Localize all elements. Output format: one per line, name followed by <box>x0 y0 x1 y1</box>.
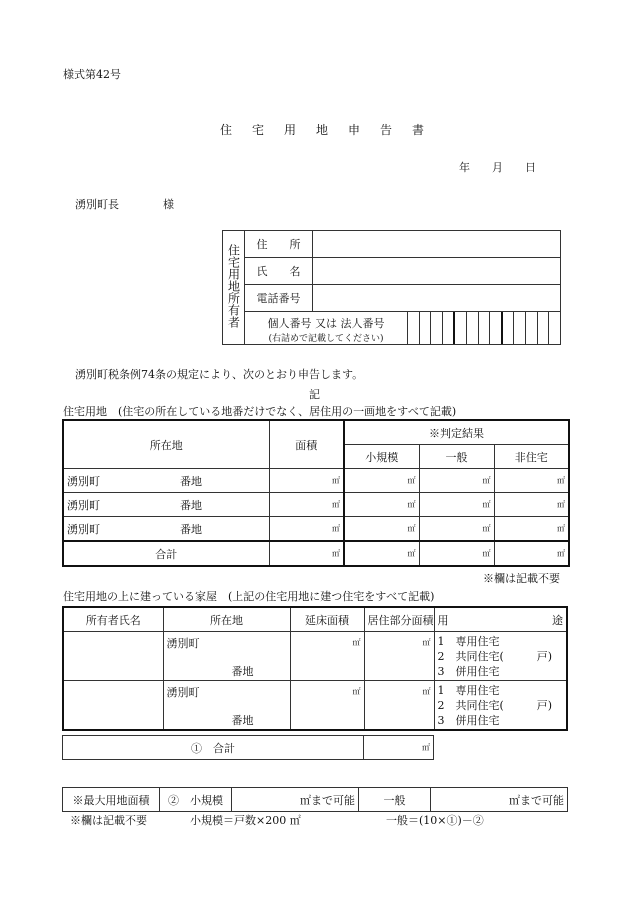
house-row <box>63 681 567 731</box>
land-row <box>63 469 569 493</box>
land-nonres-cell: ㎡ <box>494 517 569 542</box>
house-col-floor: 延床面積 <box>290 607 364 632</box>
owner-table <box>222 230 561 345</box>
land-area-cell[interactable]: ㎡ <box>269 517 344 542</box>
land-note: ※欄は記載不要 <box>483 572 560 585</box>
land-general-cell: ㎡ <box>419 493 494 517</box>
land-row <box>63 517 569 542</box>
house-floor-cell[interactable]: ㎡ <box>290 632 364 681</box>
house-col-resid: 居住部分面積 <box>364 607 434 632</box>
id-number-label: 個人番号 又は 法人番号 <box>267 317 385 330</box>
house-total-label: ① 合計 <box>63 736 364 760</box>
land-small-cell: ㎡ <box>344 517 419 542</box>
house-row <box>63 632 567 681</box>
addressee: 湧別町長 様 <box>75 198 174 211</box>
land-total-nonres: ㎡ <box>494 541 569 566</box>
max-area-general-label: 一般 <box>359 788 431 812</box>
owner-vertical-cell <box>223 231 245 345</box>
max-area-note: ※欄は記載不要 <box>70 814 147 827</box>
land-area-cell[interactable]: ㎡ <box>269 493 344 517</box>
land-location-cell[interactable]: 湧別町 番地 <box>63 493 269 517</box>
house-use-cell[interactable]: 1 専用住宅 2 共同住宅( 戸) 3 併用住宅 <box>434 632 567 681</box>
land-general-cell: ㎡ <box>419 517 494 542</box>
house-total-table <box>62 735 434 760</box>
id-number-boxes[interactable] <box>408 312 560 344</box>
formula-general: 一般＝(10×①)－② <box>386 814 484 827</box>
land-total-small: ㎡ <box>344 541 419 566</box>
address-field[interactable] <box>313 231 561 258</box>
intro-text: 湧別町税条例74条の規定により、次のとおり申告します。 <box>75 368 364 381</box>
house-location-cell[interactable]: 湧別町 番地 <box>163 632 290 681</box>
land-col-general: 一般 <box>419 445 494 469</box>
date-line: 年 月 日 <box>459 161 536 174</box>
form-number: 様式第42号 <box>63 68 121 81</box>
id-number-note: (右詰めで記載してください) <box>268 334 384 344</box>
house-resid-cell[interactable]: ㎡ <box>364 681 434 731</box>
phone-label: 電話番号 <box>245 285 313 312</box>
land-total-general: ㎡ <box>419 541 494 566</box>
house-location-cell[interactable]: 湧別町 番地 <box>163 681 290 731</box>
name-label: 氏 名 <box>245 258 313 285</box>
max-area-small-label: ② 小規模 <box>160 788 232 812</box>
owner-vertical-label: 住宅用地所有者 <box>226 244 241 328</box>
house-use-cell[interactable]: 1 専用住宅 2 共同住宅( 戸) 3 併用住宅 <box>434 681 567 731</box>
ki-label: 記 <box>309 388 320 401</box>
house-floor-cell[interactable]: ㎡ <box>290 681 364 731</box>
land-location-cell[interactable]: 湧別町 番地 <box>63 469 269 493</box>
house-owner-cell[interactable] <box>63 681 163 731</box>
page-title: 住 宅 用 地 申 告 書 <box>220 123 429 137</box>
land-total-row <box>63 541 569 566</box>
land-col-judgment: ※判定結果 <box>344 420 569 445</box>
house-owner-cell[interactable] <box>63 632 163 681</box>
land-nonres-cell: ㎡ <box>494 469 569 493</box>
house-col-use: 用 途 <box>434 607 567 632</box>
max-area-table <box>62 787 568 812</box>
land-small-cell: ㎡ <box>344 469 419 493</box>
max-area-label: ※最大用地面積 <box>63 788 160 812</box>
land-total-area: ㎡ <box>269 541 344 566</box>
land-col-nonres: 非住宅 <box>494 445 569 469</box>
land-table <box>62 419 570 567</box>
land-heading: 住宅用地 (住宅の所在している地番だけでなく、居住用の一画地をすべて記載) <box>63 405 457 418</box>
land-location-cell[interactable]: 湧別町 番地 <box>63 517 269 542</box>
address-label: 住 所 <box>245 231 313 258</box>
land-col-location: 所在地 <box>63 420 269 469</box>
max-area-small-value: ㎡まで可能 <box>232 788 359 812</box>
land-nonres-cell: ㎡ <box>494 493 569 517</box>
land-col-area: 面積 <box>269 420 344 469</box>
house-total-value: ㎡ <box>364 736 434 760</box>
land-total-label: 合計 <box>63 541 269 566</box>
formula-small: 小規模＝戸数×200 ㎡ <box>190 814 301 827</box>
land-general-cell: ㎡ <box>419 469 494 493</box>
land-area-cell[interactable]: ㎡ <box>269 469 344 493</box>
house-table <box>62 606 568 731</box>
land-small-cell: ㎡ <box>344 493 419 517</box>
house-heading: 住宅用地の上に建っている家屋 (上記の住宅用地に建つ住宅をすべて記載) <box>63 590 435 603</box>
house-resid-cell[interactable]: ㎡ <box>364 632 434 681</box>
name-field[interactable] <box>313 258 561 285</box>
land-col-small: 小規模 <box>344 445 419 469</box>
house-col-location: 所在地 <box>163 607 290 632</box>
phone-field[interactable] <box>313 285 561 312</box>
house-col-owner: 所有者氏名 <box>63 607 163 632</box>
max-area-general-value: ㎡まで可能 <box>431 788 568 812</box>
land-row <box>63 493 569 517</box>
